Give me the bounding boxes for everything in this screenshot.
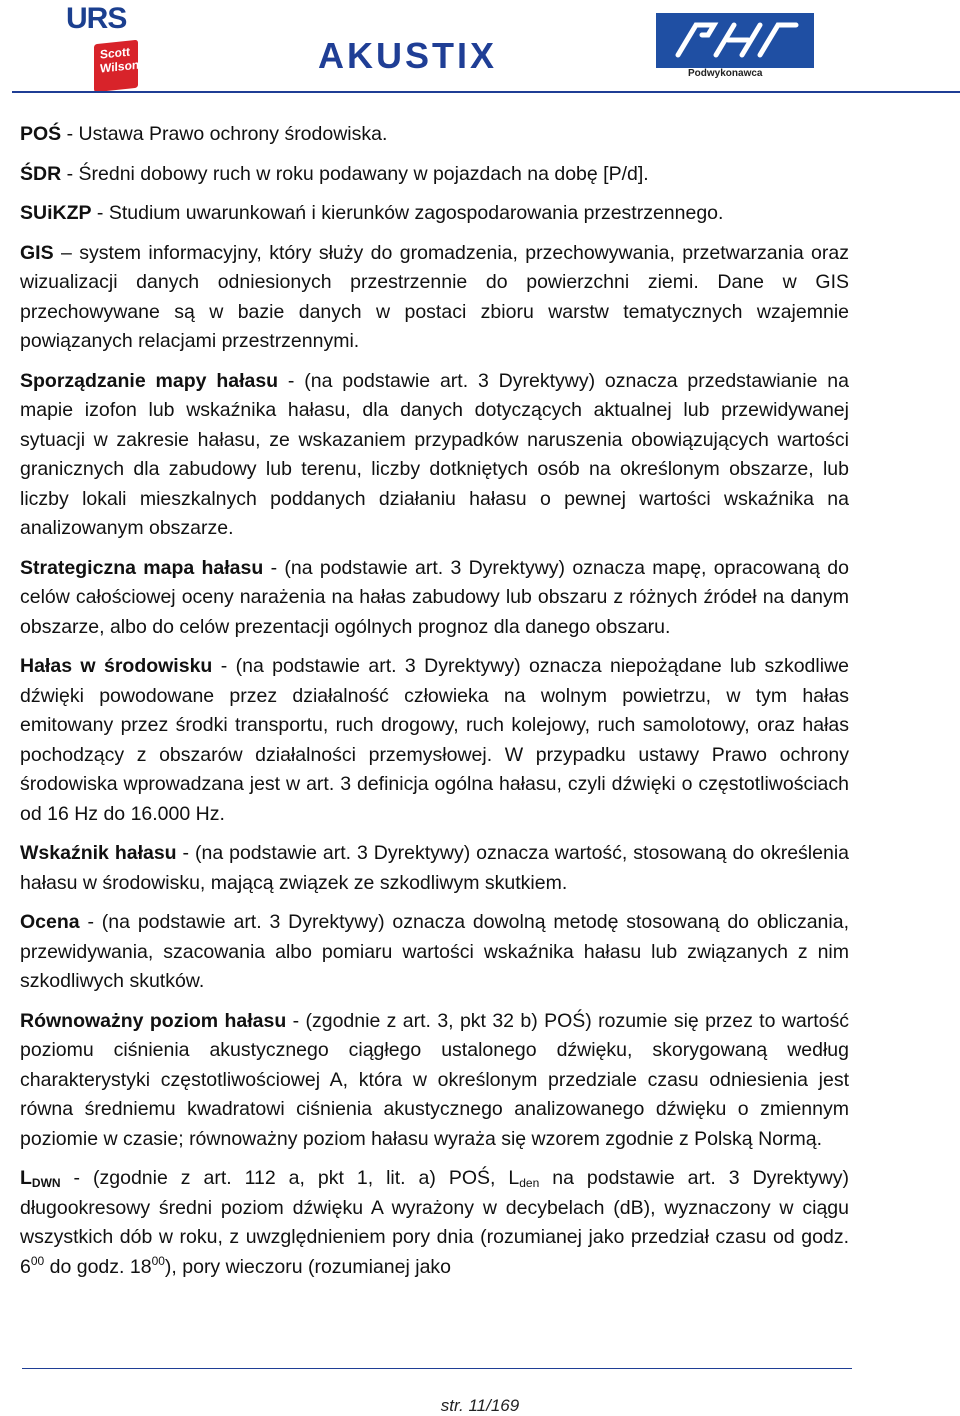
definition-text: - (na podstawie art. 3 Dyrektywy) oznacza niepożądane lub szkodliwe dźwięki powodowane przez działalność człowieka na wolnym powietrzu, w tym hałas emitowany przez środki transportu, ruch drogowy, ruch kolejowy, ruch samolotowy, oraz hałas pochodzący z obszarów działalności przemysłowej. W przypadku ustawy Prawo ochrony środowiska wprowadzana jest w art. 3 definicja ogólna hałasu, czyli dźwięki o częstotliwościach od 16 Hz do 16.000 Hz.	[20, 655, 849, 825]
ldwn-term-main: L	[20, 1167, 32, 1189]
definition-pos	[20, 120, 849, 150]
urs-scott-wilson-logo	[66, 4, 156, 92]
definition-text: - Ustawa Prawo ochrony środowiska.	[61, 123, 388, 145]
definition-rownowazny-poziom	[20, 1007, 849, 1155]
definition-term: Hałas w środowisku	[20, 655, 213, 677]
definition-text: - (zgodnie z art. 3, pkt 32 b) POŚ) rozumie się przez to wartość poziomu ciśnienia akustycznego ciągłego ustalonego dźwięku, skorygowaną według charakterystyki częstotliwościowej A, która w określonym przedziale czasu odniesienia jest równa średniemu kwadratowi ciśnienia akustycznego analizowanego dźwięku o zmiennym poziomie w czasie; równoważny poziom hałasu wyraża się wzorem zgodnie z Polską Normą.	[20, 1009, 849, 1150]
wilson-text: Wilson	[100, 57, 140, 76]
definition-term: GIS	[20, 241, 54, 264]
dhv-logo-mark-icon	[656, 13, 814, 68]
definition-wskaznik-halasu	[20, 839, 849, 898]
definition-text: - Studium uwarunkowań i kierunków zagospodarowania przestrzennego.	[91, 202, 724, 224]
definition-text: - (na podstawie art. 3 Dyrektywy) oznacza dowolną metodę stosowaną do obliczania, przewidywania, szacowania albo pomiaru wartości wskaźnika hałasu lub związanych z nim szkodliwych skutków.	[20, 911, 849, 992]
scott-wilson-badge	[94, 40, 138, 93]
ldwn-term	[20, 1167, 61, 1189]
hour-superscript-2: 00	[151, 1253, 165, 1268]
den-subscript: den	[519, 1176, 540, 1190]
definition-term: Równoważny poziom hałasu	[20, 1009, 287, 1032]
definition-sdr	[20, 160, 849, 190]
dhv-logo	[656, 13, 814, 68]
definition-text: - (na podstawie art. 3 Dyrektywy) oznacza przedstawianie na mapie izofon lub wskaźnika hałasu, dla danych dotyczących aktualnej lub przewidywanej sytuacji w zakresie hałasu, ze wskazaniem przypadków naruszenia obowiązujących wartości granicznych dla zabudowy lub terenu, liczby dotkniętych osób na określonym obszarze, lub liczby lokali mieszkalnych poddanych działaniu hałasu o pewnej wartości wskaźnika na analizowanym obszarze.	[20, 369, 849, 539]
ldwn-term-subscript: DWN	[31, 1176, 61, 1190]
definition-text: - Średni dobowy ruch w roku podawany w pojazdach na dobę [P/d].	[61, 162, 649, 185]
definition-halas-w-srodowisku	[20, 652, 849, 829]
hour-superscript-1: 00	[30, 1253, 45, 1268]
document-body	[20, 120, 849, 1292]
definition-strategiczna-mapa	[20, 554, 849, 643]
definition-text: - (na podstawie art. 3 Dyrektywy) oznacza wartość, stosowaną do określenia hałasu w środowisku, mającą związek ze szkodliwym skutkiem.	[20, 842, 849, 894]
ldwn-text-3: do godz. 18	[44, 1255, 152, 1278]
dhv-subtitle: Podwykonawca	[688, 68, 763, 79]
definition-term: Ocena	[20, 911, 80, 933]
definition-term: SUiKZP	[20, 202, 92, 224]
footer-divider	[22, 1368, 852, 1369]
definition-term: Sporządzanie mapy hałasu	[20, 369, 279, 392]
page-number: str. 11/169	[440, 1396, 520, 1415]
definition-suikzp	[20, 199, 849, 229]
scott-text: Scott	[100, 44, 130, 62]
header-divider	[12, 91, 960, 93]
definition-term: POŚ	[20, 123, 62, 145]
definition-term: Wskaźnik hałasu	[20, 842, 177, 864]
ldwn-text-1: - (zgodnie z art. 112 a, pkt 1, lit. a) POŚ, L	[60, 1167, 520, 1189]
definition-term: Strategiczna mapa hałasu	[20, 556, 264, 579]
definition-sporzadzanie-mapy	[20, 367, 849, 544]
ldwn-text-2: na podstawie art. 3 Dyrektywy) długookresowy średni poziom dźwięku A wyrażony w decybelach (dB), wyznaczony w ciągu wszystkich dób w roku, z uwzględnieniem pory dnia (rozumianej jako przedział czasu od godz. 6	[20, 1167, 849, 1278]
ldwn-text-4: ), pory wieczoru (rozumianej jako	[164, 1255, 452, 1278]
definition-ldwn	[20, 1164, 849, 1282]
definition-ocena	[20, 908, 849, 997]
definition-text: – system informacyjny, który służy do gromadzenia, przechowywania, przetwarzania oraz wizualizacji danych odniesionych przestrzennie do powierzchni ziemi. Dane w GIS przechowywane są w bazie danych w postaci zbioru warstw tematycznych wzajemnie powiązanych relacjami przestrzennymi.	[20, 241, 849, 352]
definition-text: - (na podstawie art. 3 Dyrektywy) oznacza mapę, opracowaną do celów całościowej oceny narażenia na hałas zabudowy lub obszaru z różnych źródeł na danym obszarze, albo do celów prezentacji ogólnych prognoz dla danego obszaru.	[20, 556, 849, 638]
definition-gis	[20, 239, 849, 357]
definition-term: ŚDR	[20, 162, 62, 185]
page-header	[0, 0, 960, 96]
urs-logo-text: URS	[66, 2, 127, 35]
akustix-logo: AKUSTIX	[318, 35, 498, 76]
